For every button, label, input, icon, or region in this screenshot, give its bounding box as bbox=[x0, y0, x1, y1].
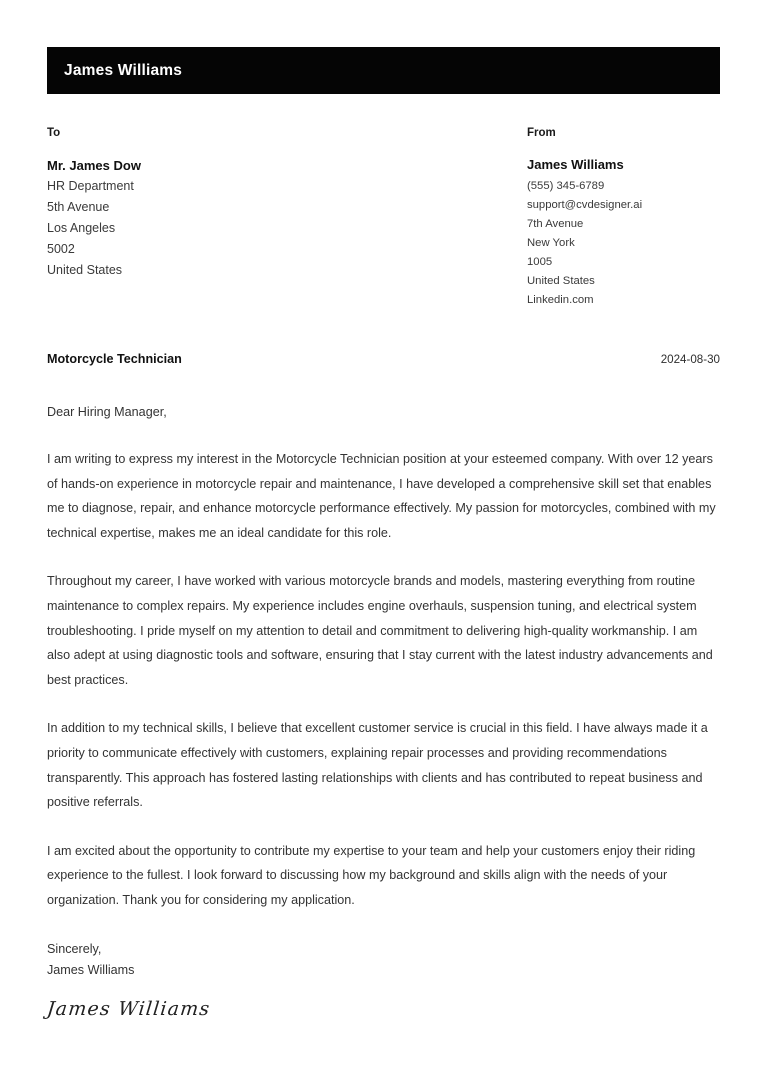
letterhead-name: James Williams bbox=[64, 61, 183, 79]
sender-column bbox=[527, 127, 720, 310]
letter-date: 2024-08-30 bbox=[660, 353, 720, 366]
recipient-name: Mr. James Dow bbox=[47, 158, 141, 173]
recipient-address-line: 5th Avenue bbox=[47, 200, 110, 214]
subject-row bbox=[47, 352, 720, 366]
recipient-column bbox=[47, 127, 527, 310]
letter-paragraph: Throughout my career, I have worked with various motorcycle brands and models, mastering everything from routine maintenance to complex repairs. My experience includes engine overhauls, suspension tuning, and electrical system troubleshooting. I pride myself on my attention to detail and commitment to delivering high-quality workmanship. I am also adept at using diagnostic tools and software, ensuring that I stay current with the latest industry advancements and best practices. bbox=[47, 574, 713, 687]
sender-email: support@cvdesigner.ai bbox=[527, 199, 643, 211]
sender-address-line: 7th Avenue bbox=[527, 218, 584, 230]
sender-name: James Williams bbox=[527, 157, 624, 172]
letter-paragraph: In addition to my technical skills, I believe that excellent customer service is crucial in this field. I have always made it a priority to communicate effectively with customers, explaining repair processes and providing recommendations transparently. This approach has fostered lasting relationships with clients and has contributed to repeat business and positive referrals. bbox=[47, 721, 708, 810]
sender-linkedin: Linkedin.com bbox=[527, 294, 594, 306]
recipient-address-line: United States bbox=[47, 263, 123, 277]
address-block bbox=[47, 127, 720, 310]
salutation: Dear Hiring Manager, bbox=[47, 405, 167, 419]
signature: James Williams bbox=[45, 997, 212, 1020]
recipient-address-line: 5002 bbox=[47, 242, 75, 256]
sender-address-line: New York bbox=[527, 237, 575, 249]
sender-address-line: 1005 bbox=[527, 256, 553, 268]
letterhead-bar bbox=[47, 47, 720, 94]
closing-name: James Williams bbox=[47, 963, 135, 977]
to-label: To bbox=[47, 127, 61, 139]
letter-paragraph: I am writing to express my interest in the Motorcycle Technician position at your esteemed company. With over 12 years of hands-on experience in motorcycle repair and maintenance, I have developed a comprehensive skill set that enables me to diagnose, repair, and enhance motorcycle performance effectively. My passion for motorcycles, combined with my technical expertise, makes me an ideal candidate for this role. bbox=[47, 452, 716, 540]
letter-paragraph: I am excited about the opportunity to contribute my expertise to your team and help your customers enjoy their riding experience to the fullest. I look forward to discussing how my background and skills align with the needs of your organization. Thank you for considering my application. bbox=[47, 843, 696, 907]
from-label: From bbox=[527, 127, 556, 139]
letter-content bbox=[47, 47, 720, 1020]
closing-block bbox=[47, 939, 720, 1020]
sender-address-line: United States bbox=[527, 275, 595, 287]
closing-salutation: Sincerely, bbox=[47, 941, 102, 956]
sender-phone: (555) 345-6789 bbox=[527, 180, 605, 192]
recipient-address-line: HR Department bbox=[47, 179, 134, 193]
recipient-address-line: Los Angeles bbox=[47, 221, 116, 235]
job-title: Motorcycle Technician bbox=[47, 352, 182, 366]
